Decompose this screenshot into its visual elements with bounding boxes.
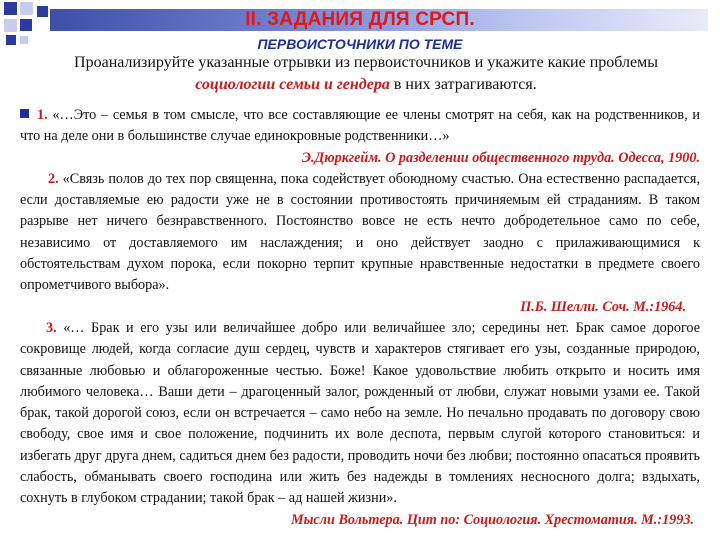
square-bullet-icon [20, 109, 29, 118]
excerpt-source: Э.Дюркгейм. О разделении общественного труда. Одесса, 1900. [301, 149, 700, 166]
excerpt-text: «… Брак и его узы или величайшее добро или величайшее зло; середины нет. Брак самое дорогое сокровище людей, когда согласие душ сердец, чувств и характеров стягивает его узы, созданные природою, связанные любовью и облагороженные честью. Боже! Какое удовольствие любить открыто и носить имя любимого человека… Ваши дети – драгоценный залог, рожденный от любви, служат новыми узами ее. Такой брак, такой дорогой союз, если он встречается – само небо на земле. Но печально продавать по договору свою свободу, свое имя и свое положение, подчинить их воле деспота, первым слугой которого становиться: и избегать друг друга днем, садиться днем без радости, проводить ночи без любви; постоянно опасаться проявить слабость, обманывать своего господина или жить без надежды в томлениях несносного долга; вздыхать, сохнуть в глубоком страдании; такой брак – ад нашей жизни». [20, 319, 700, 507]
page-title: II. ЗАДАНИЯ ДЛЯ СРСП. [245, 9, 475, 30]
excerpts [20, 105, 700, 531]
instructions-highlight: социологии семьи и гендера [195, 76, 390, 93]
excerpt-text: «…Это – семья в том смысле, что все составляющие ее члены смотрят на себя, как на родственников, и что на деле они в большинстве случае единокровные родственники…» [20, 107, 700, 145]
excerpt-number: 3. [46, 319, 57, 336]
excerpt-source: Мысли Вольтера. Цит по: Социология. Хрестоматия. М.:1993. [290, 511, 694, 528]
excerpt-2 [20, 169, 700, 297]
excerpt-3 [20, 318, 700, 510]
page-subtitle: ПЕРВОИСТОЧНИКИ ПО ТЕМЕ [257, 36, 463, 52]
instructions-text-end: в них затрагиваются. [389, 76, 537, 93]
instructions-text: Проанализируйте указанные отрывки из первоисточников и укажите какие проблемы [74, 54, 658, 71]
task-instructions [36, 52, 696, 96]
excerpt-1 [20, 105, 700, 148]
excerpt-number: 1. [37, 107, 48, 123]
excerpt-source: П.Б. Шелли. Соч. М.:1964. [520, 298, 686, 315]
excerpt-text: «Связь полов до тех пор священна, пока содействует обоюдному счастью. Она естественно распадается, если доставляемые ею радости уже не в состоянии противостоять причиняемым ей страданиям. В таком разрыве нет ничего безнравственного. Постоянство вовсе не есть нечто добродетельное само по себе, независимо от доставляемого им наслаждения; и оно действует заодно с прилаживающимися к обстоятельствам духом порока, если покорно терпит крупные нравственные недостатки в предмете своего опрометчивого выбора». [20, 170, 700, 294]
excerpt-number: 2. [48, 170, 59, 187]
